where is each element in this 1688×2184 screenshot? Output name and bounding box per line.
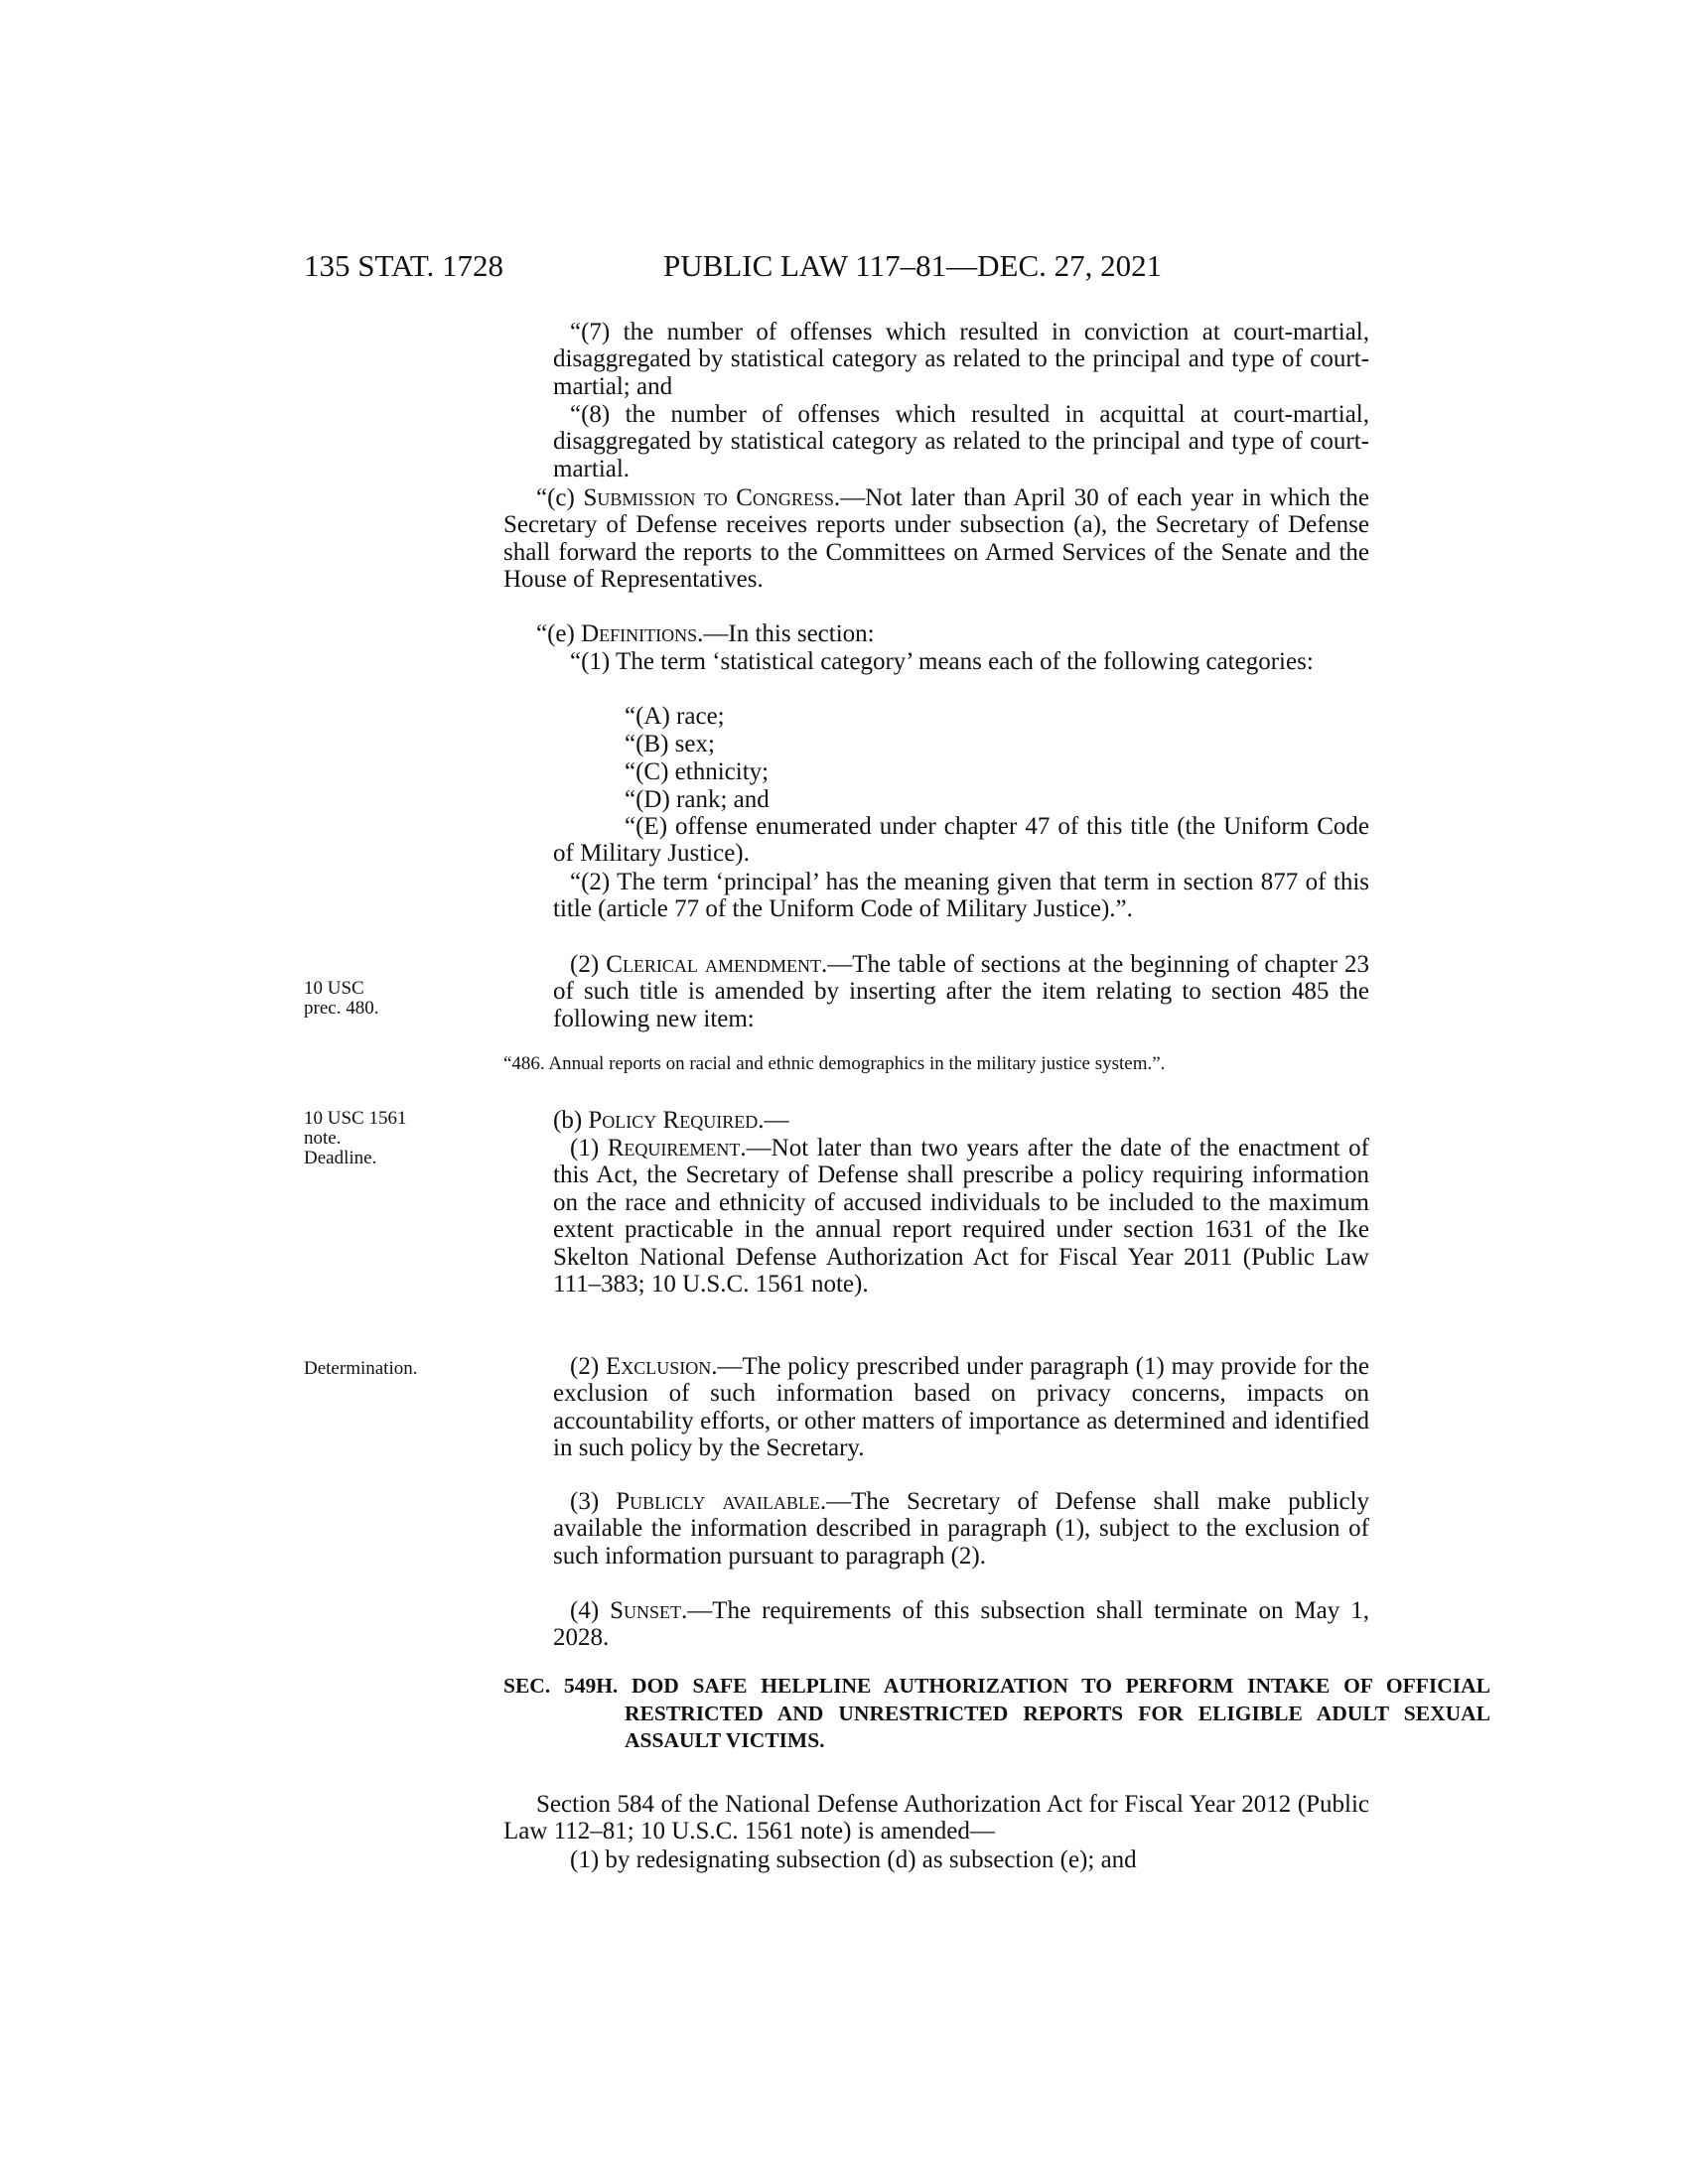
text: — xyxy=(764,1107,789,1134)
text: —Not later than two years after the date of the enactment of this Act, the Secretary of Defense shall prescribe a policy requiring information on the race and ethnicity of accused individuals to be included to the maximum extent practicable in the annual report required under section 1631 of the Ike Skelton National Defense Authorization Act for Fiscal Year 2011 (Public Law 111–383; 10 U.S.C. 1561 note). xyxy=(553,1135,1369,1298)
category-a: “(A) race; xyxy=(625,703,725,730)
margin-note-10usc-prec480 xyxy=(304,979,378,1019)
margin-note-line: note. xyxy=(304,1128,342,1149)
category-b: “(B) sex; xyxy=(625,731,715,757)
margin-note-line: 10 USC 1561 xyxy=(304,1108,407,1129)
category-d: “(D) rank; and xyxy=(625,786,770,813)
label: (1) xyxy=(570,1135,608,1161)
heading: Policy Required. xyxy=(588,1107,765,1134)
subsection-c xyxy=(503,484,1369,594)
label: “(c) xyxy=(536,484,584,511)
paragraph-exclusion xyxy=(553,1353,1369,1462)
text: —The table of sections at the beginning of chapter 23 of such title is amended by inserting after the item relating to section 485 the following new item: xyxy=(553,951,1370,1032)
margin-note-determination: Determination. xyxy=(304,1358,418,1379)
heading: Submission to Congress. xyxy=(583,484,841,511)
margin-note-10usc1561 xyxy=(304,1109,406,1168)
heading: Exclusion. xyxy=(605,1353,718,1380)
definition-2: “(2) The term ‘principal’ has the meaning given that term in section 877 of this title (article 77 of the Uniform Code of Military Justice).”. xyxy=(553,869,1369,923)
section-text: Section 584 of the National Defense Authorization Act for Fiscal Year 2012 (Public Law 112–81; 10 U.S.C. 1561 note) is amended— xyxy=(503,1791,1369,1845)
paragraph-publicly-available xyxy=(553,1488,1369,1570)
label: (2) xyxy=(570,1353,606,1380)
text: —The policy prescribed under paragraph (1) may provide for the exclusion of such information based on privacy concerns, impacts on accountability efforts, or other matters of importance as determined and identified in such policy by the Secretary. xyxy=(553,1353,1369,1462)
label: (3) xyxy=(570,1488,617,1515)
text: —In this section: xyxy=(703,620,875,647)
margin-note-line: prec. 480. xyxy=(304,998,379,1019)
subsection-e xyxy=(503,620,1369,647)
heading: Definitions. xyxy=(581,620,704,647)
margin-note-line: Deadline. xyxy=(304,1148,377,1168)
margin-note-line: 10 USC xyxy=(304,978,364,999)
section-heading: SEC. 549H. DOD SAFE HELPLINE AUTHORIZATION TO PERFORM INTAKE OF OFFICIAL RESTRICTED AND UNRESTRICTED REPORTS FOR ELIGIBLE ADULT SEXUAL ASSAULT VICTIMS. xyxy=(503,1674,1490,1753)
category-c: “(C) ethnicity; xyxy=(625,758,770,785)
table-of-sections-item: “486. Annual reports on racial and ethnic demographics in the military justice system.”. xyxy=(503,1053,1166,1074)
paragraph-7: “(7) the number of offenses which resulted in conviction at court-martial, disaggregated by statistical category as related to the principal and type of court-martial; and xyxy=(553,319,1369,400)
category-e: “(E) offense enumerated under chapter 47 of this title (the Uniform Code of Military Justice). xyxy=(553,813,1369,868)
subsection-b xyxy=(553,1107,788,1134)
stat-page-number: 135 STAT. 1728 xyxy=(304,248,504,283)
text: —The Secretary of Defense shall make publicly available the information described in paragraph (1), subject to the exclusion of such information pursuant to paragraph (2). xyxy=(553,1488,1370,1570)
definition-1: “(1) The term ‘statistical category’ means each of the following categories: xyxy=(570,648,1314,675)
label: (4) xyxy=(570,1597,611,1624)
heading: Requirement. xyxy=(607,1135,747,1161)
paragraph-requirement xyxy=(553,1135,1369,1297)
clerical-amendment xyxy=(553,951,1369,1032)
label: (b) xyxy=(553,1107,589,1134)
text: —Not later than April 30 of each year in which the Secretary of Defense receives reports under subsection (a), the Secretary of Defense shall forward the reports to the Committees on Armed Services of the Senate and the House of Representatives. xyxy=(503,484,1370,594)
paragraph-8: “(8) the number of offenses which resulted in acquittal at court-martial, disaggregated by statistical category as related to the principal and type of court-martial. xyxy=(553,401,1369,482)
text: —The requirements of this subsection shall terminate on May 1, 2028. xyxy=(553,1597,1369,1652)
paragraph-sunset xyxy=(553,1597,1369,1652)
page-header-title: PUBLIC LAW 117–81—DEC. 27, 2021 xyxy=(663,248,1163,283)
label: (2) xyxy=(570,951,607,978)
heading: Clerical amendment. xyxy=(606,951,828,978)
section-item-1: (1) by redesignating subsection (d) as subsection (e); and xyxy=(570,1846,1137,1873)
heading: Publicly available. xyxy=(616,1488,827,1515)
heading: Sunset. xyxy=(610,1597,688,1624)
label: “(e) xyxy=(536,620,582,647)
